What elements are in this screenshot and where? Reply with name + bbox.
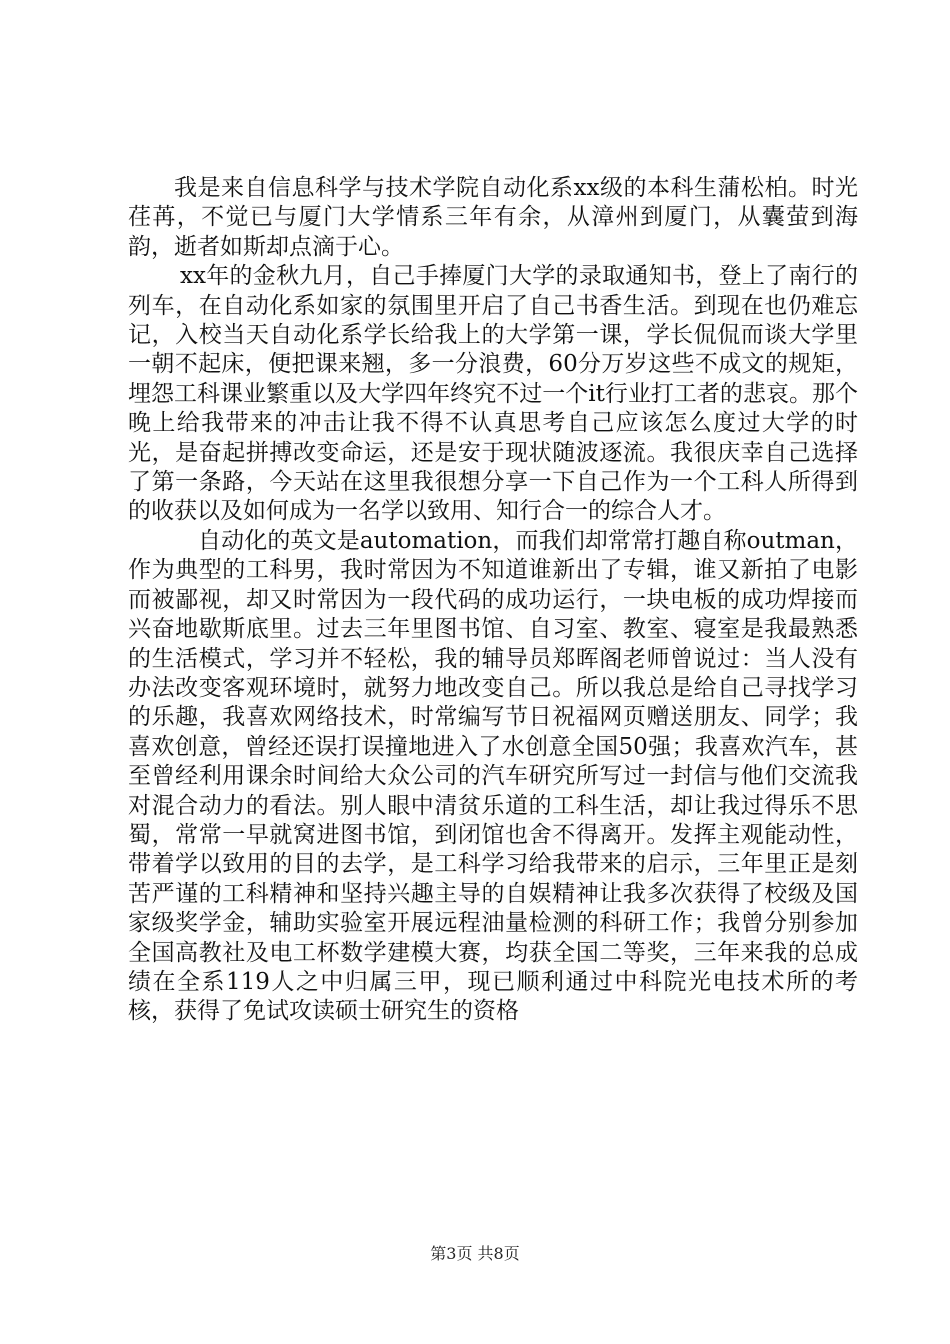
paragraph-automation-study: 自动化的英文是automation，而我们却常常打趣自称outman，作为典型的工科男，我时常因为不知道谁新出了专辑，谁又新拍了电影而被鄙视，却又时常因为一段代码的成功运行，一块电板的成功焊接而兴奋地歇斯底里。过去三年里图书馆、自习室、教室、寝室是我最熟悉的生活模式，学习并不轻松，我的辅导员郑晖阁老师曾说过：当人没有办法改变客观环境时，就努力地改变自己。所以我总是给自己寻找学习的乐趣，我喜欢网络技术，时常编写节日祝福网页赠送朋友、同学；我喜欢创意，曾经还误打误撞地进入了水创意全国50强；我喜欢汽车，甚至曾经利用课余时间给大众公司的汽车研究所写过一封信与他们交流我对混合动力的看法。别人眼中清贫乐道的工科生活，却让我过得乐不思蜀，常常一早就窝进图书馆，到闭馆也舍不得离开。发挥主观能动性，带着学以致用的目的去学，是工科学习给我带来的启示，三年里正是刻苦严谨的工科精神和坚持兴趣主导的自娱精神让我多次获得了校级及国家级奖学金，辅助实验室开展远程油量检测的科研工作；我曾分别参加全国高教社及电工杯数学建模大赛，均获全国二等奖，三年来我的总成绩在全系119人之中归属三甲，现已顺利通过中科院光电技术所的考核，获得了免试攻读硕士研究生的资格 — [128, 527, 858, 1025]
paragraph-freshman-year: xx年的金秋九月，自己手捧厦门大学的录取通知书，登上了南行的列车，在自动化系如家的氛围里开启了自己书香生活。到现在也仍难忘记，入校当天自动化系学长给我上的大学第一课，学长侃侃而谈大学里一朝不起床，便把课来翘，多一分浪费，60分万岁这些不成文的规矩，埋怨工科课业繁重以及大学四年终究不过一个it行业打工者的悲哀。那个晚上给我带来的冲击让我不得不认真思考自己应该怎么度过大学的时光，是奋起拼搏改变命运，还是安于现状随波逐流。我很庆幸自己选择了第一条路，今天站在这里我很想分享一下自己作为一个工科人所得到的收获以及如何成为一名学以致用、知行合一的综合人才。 — [128, 263, 858, 525]
paragraph-intro: 我是来自信息科学与技术学院自动化系xx级的本科生蒲松柏。时光荏苒，不觉已与厦门大学情系三年有余，从漳州到厦门，从囊萤到海韵，逝者如斯却点滴于心。 — [128, 175, 858, 260]
page-number-footer: 第3页 共8页 — [430, 1244, 520, 1263]
document-body — [128, 174, 858, 1027]
